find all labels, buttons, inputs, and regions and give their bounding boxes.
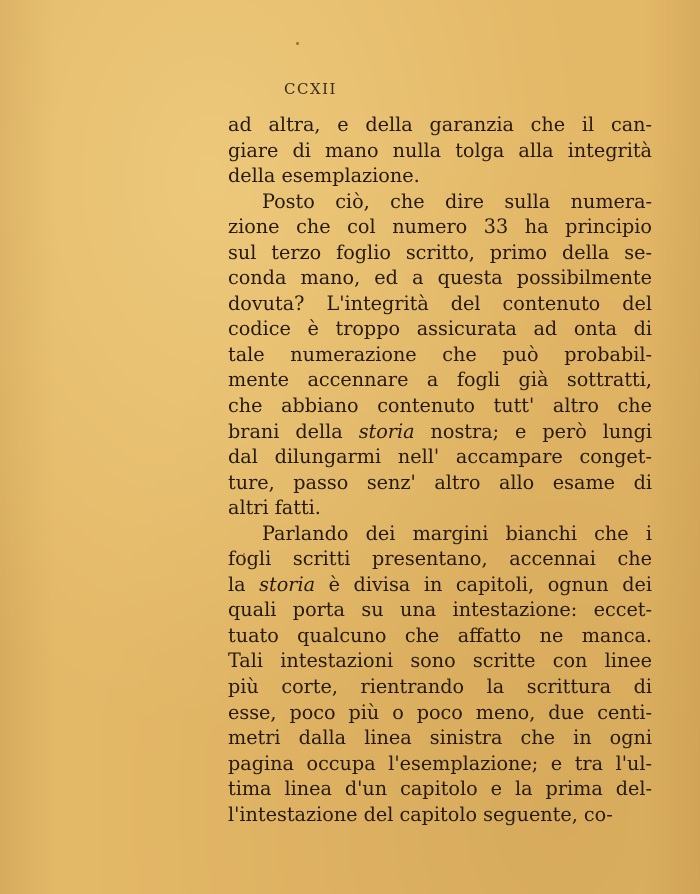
text-line: Tali intestazioni sono scritte con linee <box>228 649 652 673</box>
page-number-roman: CCXII <box>284 80 337 98</box>
text-line: codice è troppo assicurata ad onta di <box>228 317 652 341</box>
text-line: brani della storia nostra; e però lungi <box>228 419 653 443</box>
text-line: Posto ciò, che dire sulla numera- <box>262 189 652 213</box>
text-line: fogli scritti presentano, accennai che <box>228 547 652 571</box>
text-line: l'intestazione del capitolo seguente, co- <box>228 802 613 826</box>
text-line: giare di mano nulla tolga alla integrità <box>228 138 652 162</box>
text-line: che abbiano contenuto tutt' altro che <box>228 394 652 418</box>
text-line: metri dalla linea sinistra che in ogni <box>228 726 652 750</box>
text-line: quali porta su una intestazione: eccet- <box>228 598 652 622</box>
text-line: mente accennare a fogli già sottratti, <box>228 368 652 392</box>
text-line: tima linea d'un capitolo e la prima del- <box>228 777 652 801</box>
text-line: pagina occupa l'esemplazione; e tra l'ul- <box>228 751 652 775</box>
text-line: più corte, rientrando la scrittura di <box>228 675 652 699</box>
text-line: esse, poco più o poco meno, due centi- <box>228 700 652 724</box>
text-line: la storia è divisa in capitoli, ognun dei <box>228 572 652 596</box>
body-text <box>228 112 652 827</box>
text-line: dal dilungarmi nell' accampare conget- <box>228 445 652 469</box>
text-line: della esemplazione. <box>228 164 420 188</box>
text-line: zione che col numero 33 ha principio <box>228 215 652 239</box>
text-line: altri fatti. <box>228 496 321 520</box>
text-line: sul terzo foglio scritto, primo della se- <box>228 240 652 264</box>
ink-speck <box>296 42 299 45</box>
text-line: ad altra, e della garanzia che il can- <box>228 113 652 136</box>
text-line: dovuta? L'integrità del contenuto del <box>228 291 652 315</box>
text-line: ture, passo senz' altro allo esame di <box>228 470 652 494</box>
text-line: Parlando dei margini bianchi che i <box>262 521 652 545</box>
text-line: conda mano, ed a questa possibilmente <box>228 266 652 290</box>
text-line: tale numerazione che può probabil- <box>228 342 652 366</box>
paragraph <box>228 521 652 828</box>
paragraph <box>228 189 652 521</box>
paragraph <box>228 112 652 189</box>
text-line: tuato qualcuno che affatto ne manca. <box>228 623 652 647</box>
